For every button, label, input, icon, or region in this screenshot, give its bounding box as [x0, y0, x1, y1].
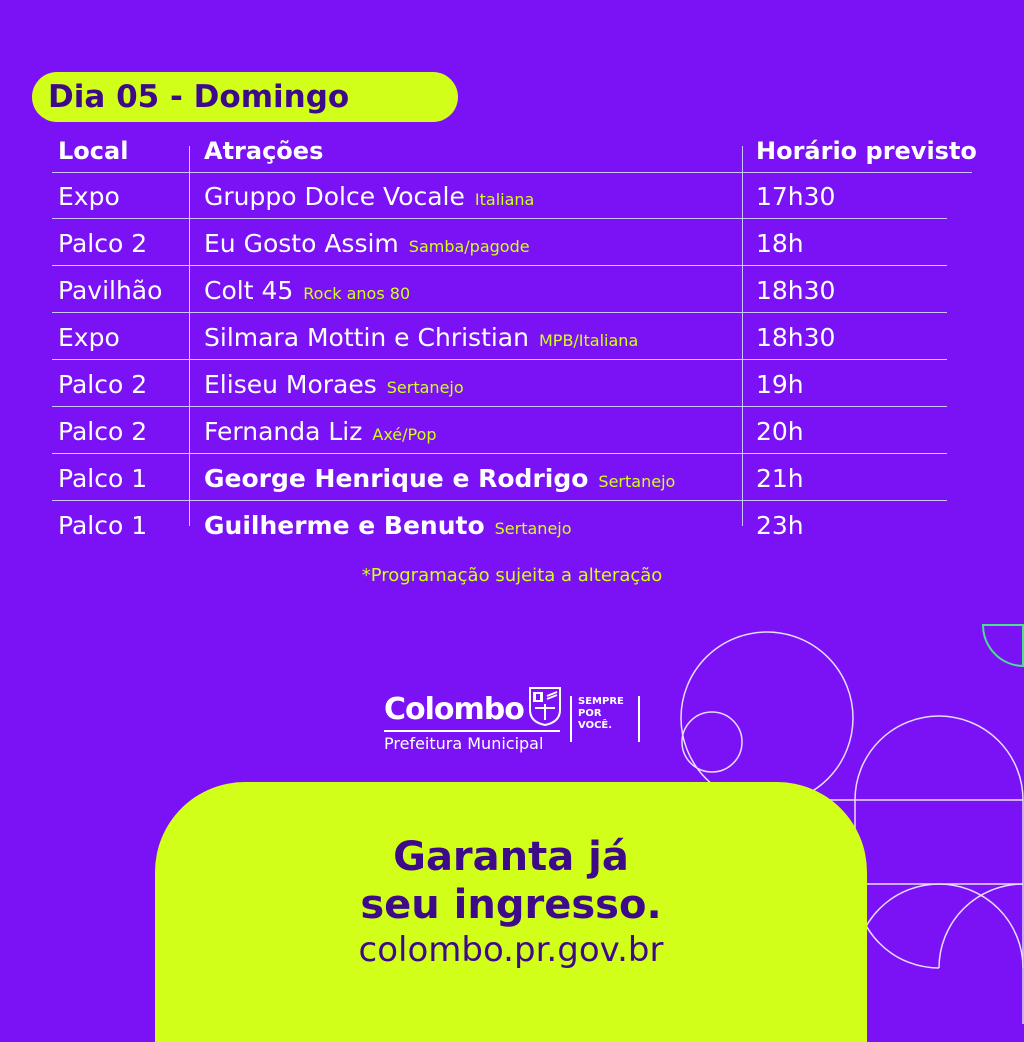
- row-time: 17h30: [756, 182, 836, 211]
- genre-label: Samba/pagode: [408, 237, 530, 256]
- row-attraction: [204, 362, 464, 408]
- genre-label: Sertanejo: [386, 378, 464, 397]
- genre-label: MPB/Italiana: [538, 331, 639, 350]
- genre-label: Rock anos 80: [303, 284, 411, 303]
- prefeitura-logo: [384, 682, 644, 762]
- table-row: [0, 315, 1024, 361]
- artist-name: Silmara Mottin e Christian: [204, 323, 529, 352]
- row-local: Palco 1: [58, 464, 148, 493]
- logo-subtitle: Prefeitura Municipal: [384, 734, 544, 753]
- artist-name: Gruppo Dolce Vocale: [204, 182, 465, 211]
- genre-label: Sertanejo: [494, 519, 572, 538]
- artist-name: Colt 45: [204, 276, 294, 305]
- row-local: Pavilhão: [58, 276, 163, 305]
- crest-icon: [528, 686, 562, 726]
- row-attraction: [204, 221, 530, 267]
- logo-slogan: [570, 696, 640, 742]
- row-local: Palco 2: [58, 229, 148, 258]
- row-time: 18h: [756, 229, 804, 258]
- table-row: [0, 174, 1024, 220]
- table-row: [0, 221, 1024, 267]
- ticket-cta-panel: [155, 782, 867, 1042]
- column-header-local: Local: [58, 137, 129, 165]
- day-label: Dia 05 - Domingo: [32, 72, 458, 122]
- genre-label: Italiana: [474, 190, 535, 209]
- genre-label: Sertanejo: [598, 472, 676, 491]
- row-time: 18h30: [756, 276, 836, 305]
- schedule-disclaimer: *Programação sujeita a alteração: [361, 565, 663, 586]
- row-local: Palco 2: [58, 370, 148, 399]
- row-local: Expo: [58, 182, 120, 211]
- table-row: [0, 409, 1024, 455]
- slogan-line: VOCÊ.: [578, 720, 613, 731]
- artist-name: Fernanda Liz: [204, 417, 363, 446]
- row-divider: [52, 172, 972, 173]
- slogan-line: SEMPRE: [578, 696, 624, 707]
- row-attraction: [204, 409, 437, 455]
- row-time: 18h30: [756, 323, 836, 352]
- row-time: 19h: [756, 370, 804, 399]
- genre-label: Axé/Pop: [372, 425, 437, 444]
- row-attraction: [204, 503, 572, 549]
- row-time: 20h: [756, 417, 804, 446]
- cta-headline-line2: seu ingresso.: [360, 882, 662, 928]
- logo-divider: [384, 730, 560, 732]
- artist-name: Guilherme e Benuto: [204, 511, 485, 540]
- slogan-line: POR: [578, 708, 602, 719]
- row-time: 23h: [756, 511, 804, 540]
- column-header-attractions: Atrações: [204, 137, 324, 165]
- row-attraction: [204, 268, 410, 314]
- artist-name: George Henrique e Rodrigo: [204, 464, 589, 493]
- table-row: [0, 503, 1024, 549]
- cta-headline-line1: Garanta já: [393, 834, 629, 880]
- row-time: 21h: [756, 464, 804, 493]
- row-attraction: [204, 456, 675, 502]
- column-header-time: Horário previsto: [756, 137, 977, 165]
- row-attraction: [204, 174, 534, 220]
- row-local: Palco 1: [58, 511, 148, 540]
- table-row: [0, 268, 1024, 314]
- artist-name: Eu Gosto Assim: [204, 229, 399, 258]
- table-row: [0, 456, 1024, 502]
- table-row: [0, 362, 1024, 408]
- row-local: Expo: [58, 323, 120, 352]
- artist-name: Eliseu Moraes: [204, 370, 377, 399]
- logo-name: Colombo: [384, 692, 524, 727]
- cta-website-link[interactable]: colombo.pr.gov.br: [358, 930, 664, 970]
- row-attraction: [204, 315, 638, 361]
- row-local: Palco 2: [58, 417, 148, 446]
